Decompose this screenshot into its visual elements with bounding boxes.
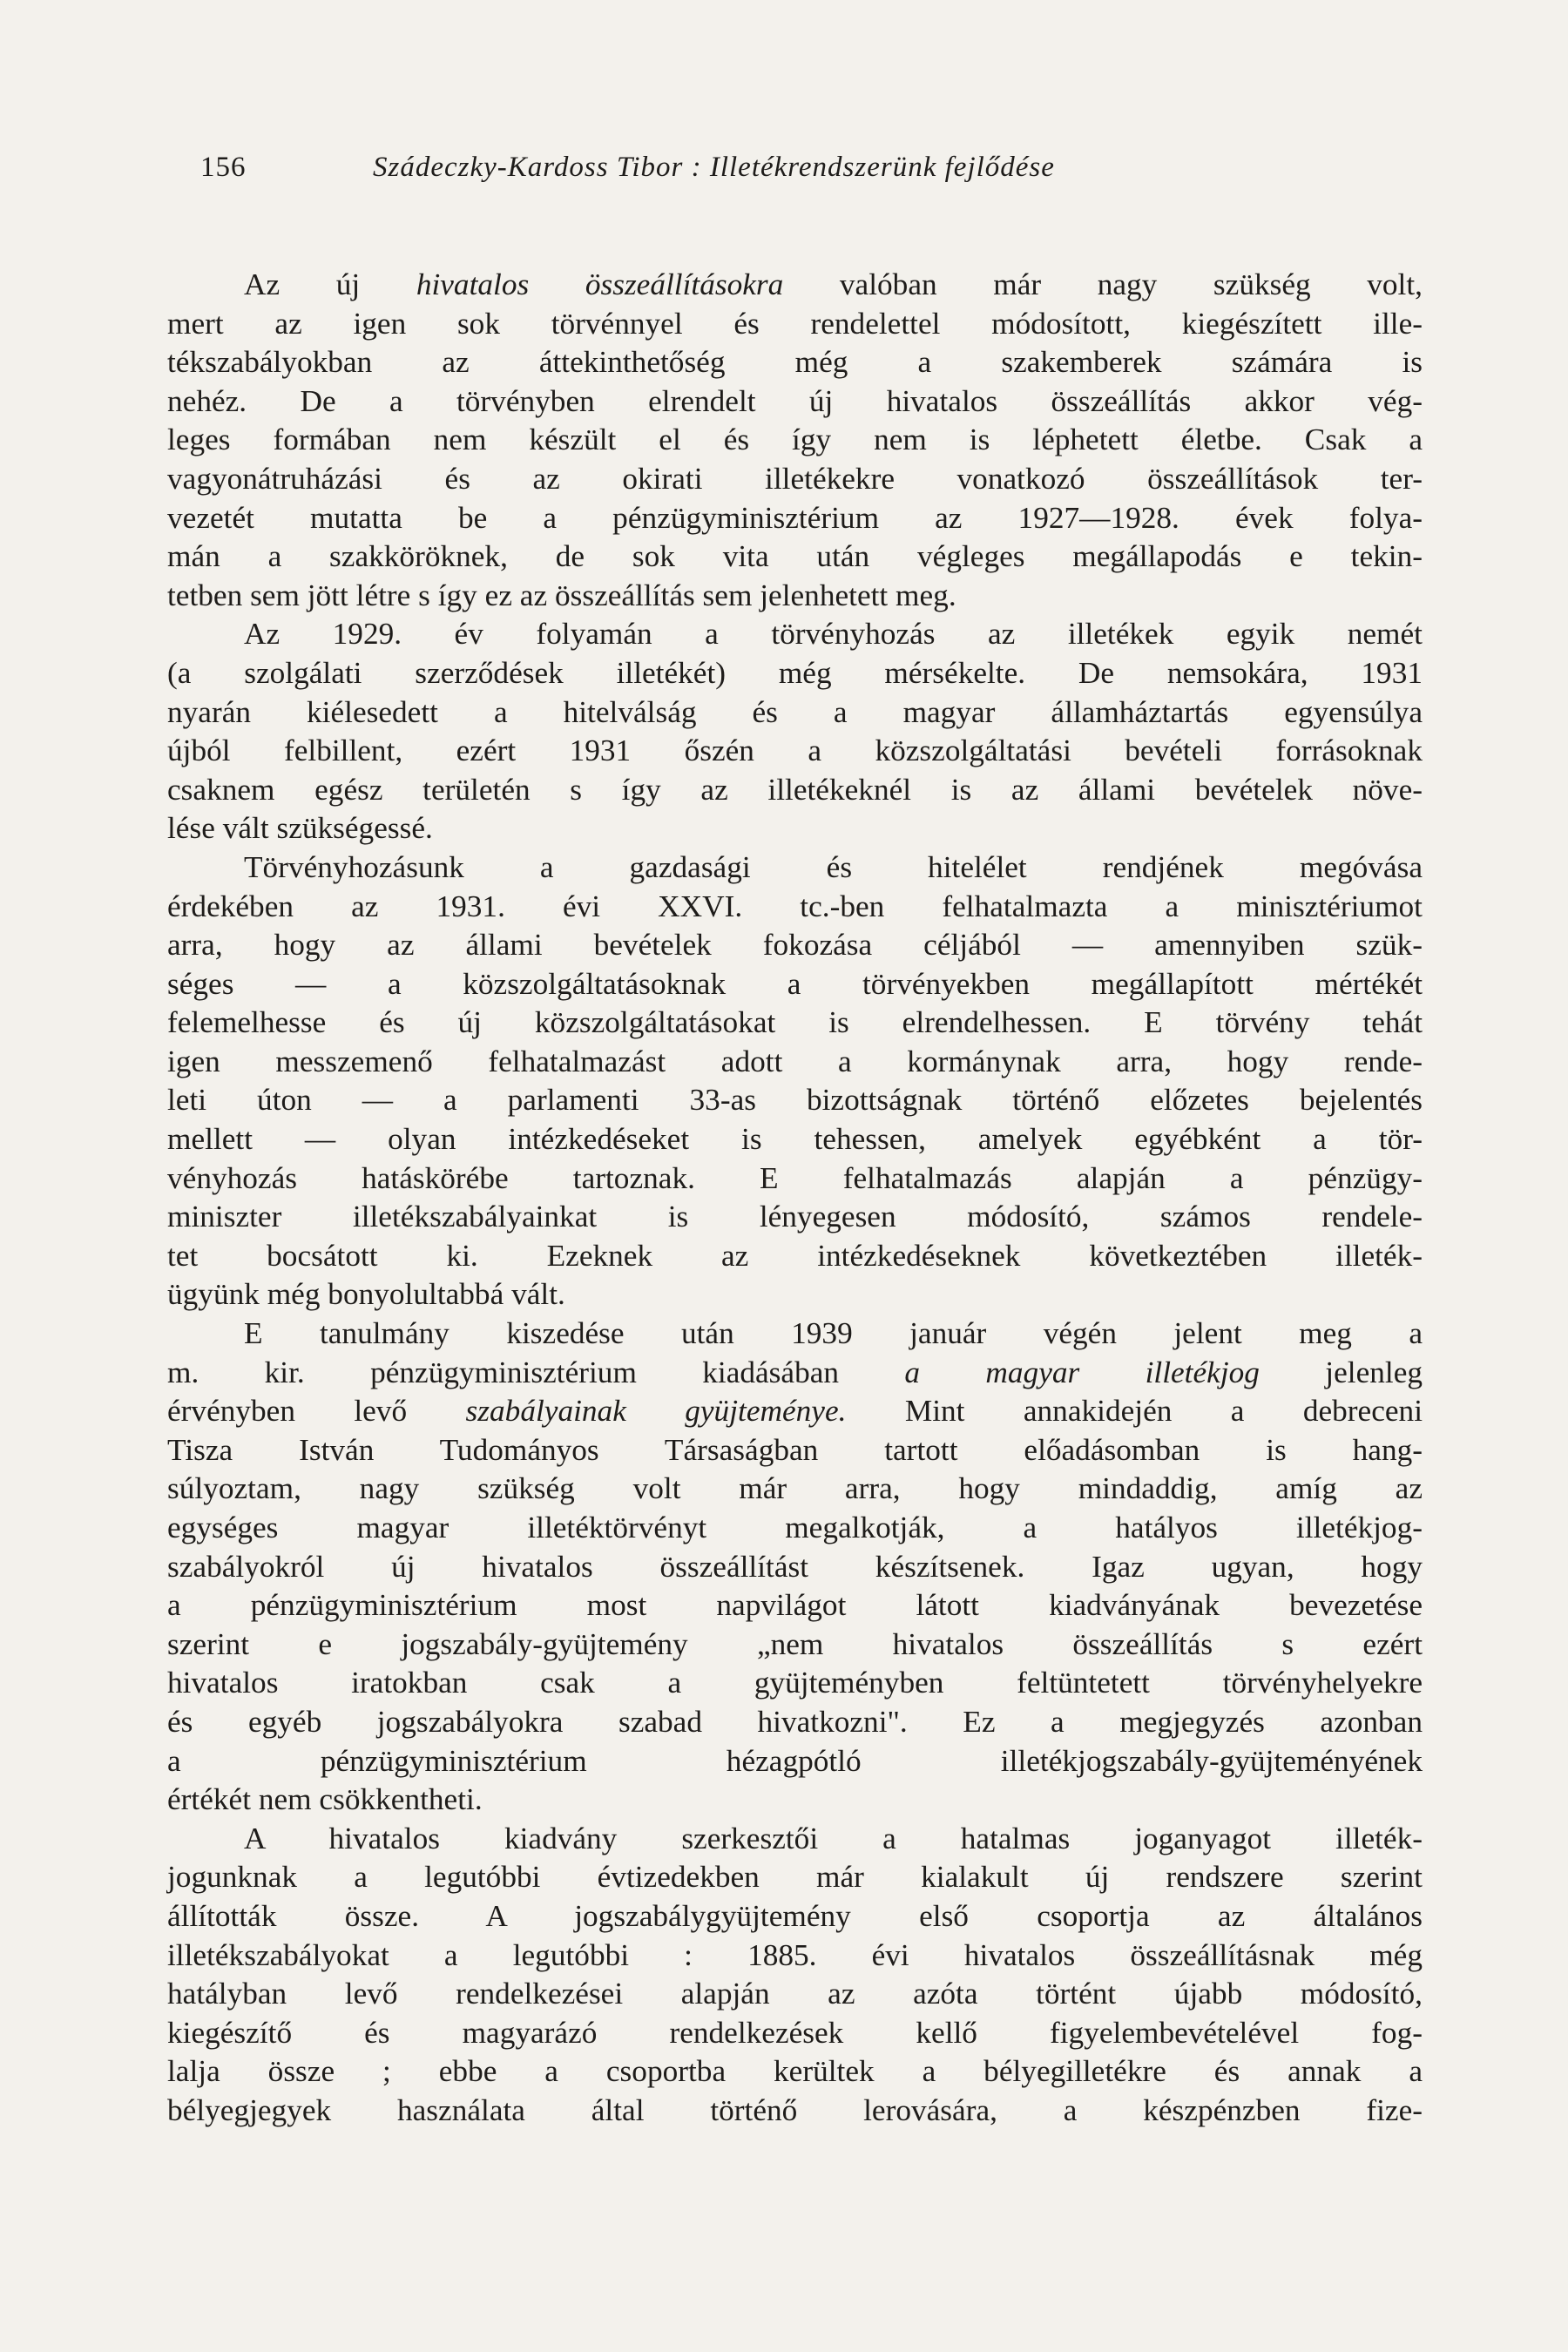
- text-run: szerint e jogszabály-gyüjtemény „nem hivatalos összeállítás s ezért: [167, 1626, 1423, 1661]
- text-line: [167, 1198, 1423, 1237]
- text-run: leges formában nem készült el és így nem is léphetett életbe. Csak a: [167, 422, 1423, 457]
- text-run: A hivatalos kiadvány szerkesztői a hatalmas joganyagot illeték-: [244, 1821, 1423, 1855]
- text-line: [167, 266, 1423, 305]
- text-line: [167, 577, 1423, 616]
- text-run: tet bocsátott ki. Ezeknek az intézkedéseknek következtében illeték-: [167, 1238, 1423, 1273]
- text-line: [167, 926, 1423, 965]
- text-run: súlyoztam, nagy szükség volt már arra, hogy mindaddig, amíg az: [167, 1471, 1423, 1506]
- text-run: a pénzügyminisztérium hézagpótló illetékjogszabály-gyüjteményének: [167, 1743, 1423, 1778]
- text-run: érdekében az 1931. évi XXVI. tc.-ben felhatalmazta a minisztériumot: [167, 889, 1423, 923]
- text-run: Az új: [244, 267, 416, 301]
- text-line: [167, 1936, 1423, 1976]
- text-line: [167, 1664, 1423, 1703]
- text-run: vezetét mutatta be a pénzügyminisztérium az 1927—1928. évek folya-: [167, 500, 1423, 535]
- text-line: [167, 1509, 1423, 1548]
- text-run: nehéz. De a törvényben elrendelt új hivatalos összeállítás akkor vég-: [167, 383, 1423, 418]
- text-line: [167, 343, 1423, 382]
- text-line: [167, 888, 1423, 927]
- text-run: jogunknak a legutóbbi évtizedekben már kialakult új rendszere szerint: [167, 1860, 1423, 1895]
- text-line: [167, 2052, 1423, 2092]
- text-run: és egyéb jogszabályokra szabad hivatkozni". Ez a megjegyzés azonban: [167, 1704, 1423, 1739]
- text-run: tetben sem jött létre s így ez az összeállítás sem jelenhetett meg.: [167, 578, 956, 612]
- text-run: ügyünk még bonyolultabbá vált.: [167, 1277, 565, 1312]
- text-run: lése vált szükségessé.: [167, 811, 433, 846]
- text-run: E tanulmány kiszedése után 1939 január végén jelent meg a: [244, 1316, 1423, 1351]
- text-line: [167, 771, 1423, 810]
- text-line: [167, 1159, 1423, 1199]
- text-line: [167, 1392, 1423, 1431]
- text-line: [167, 1315, 1423, 1354]
- text-line: [167, 1081, 1423, 1120]
- text-run: hivatalos iratokban csak a gyüjteményben feltüntetett törvényhelyekre: [167, 1666, 1423, 1700]
- page-number: 156: [200, 152, 247, 183]
- text-run: tékszabályokban az áttekinthetőség még a szakemberek számára is: [167, 345, 1423, 380]
- text-line: [167, 2092, 1423, 2131]
- italic-phrase: szabályainak gyüjteménye.: [465, 1394, 847, 1429]
- text-line: [167, 1275, 1423, 1315]
- text-run: illetékszabályokat a legutóbbi : 1885. évi hivatalos összeállításnak még: [167, 1937, 1423, 1972]
- text-run: mert az igen sok törvénnyel és rendelettel módosított, kiegészített ille-: [167, 306, 1423, 341]
- text-run: nyarán kiélesedett a hitelválság és a magyar államháztartás egyensúlya: [167, 694, 1423, 729]
- text-line: [167, 1975, 1423, 2014]
- text-line: [167, 848, 1423, 888]
- text-run: Tisza István Tudományos Társaságban tartott előadásomban is hang-: [167, 1432, 1423, 1467]
- text-line: [167, 1586, 1423, 1625]
- text-run: arra, hogy az állami bevételek fokozása céljából — amennyiben szük-: [167, 928, 1423, 963]
- text-run: igen messzemenő felhatalmazást adott a kormánynak arra, hogy rende-: [167, 1044, 1423, 1078]
- body-text: [167, 266, 1423, 2131]
- text-line: [167, 1120, 1423, 1159]
- text-run: Törvényhozásunk a gazdasági és hitelélet rendjének megóvása: [244, 849, 1423, 884]
- text-run: csaknem egész területén s így az illetékeknél is az állami bevételek növe-: [167, 772, 1423, 807]
- text-run: hatályban levő rendelkezései alapján az azóta történt újabb módosító,: [167, 1977, 1423, 2011]
- text-run: Mint annakidején a debreceni: [846, 1394, 1423, 1429]
- text-line: [167, 382, 1423, 422]
- text-line: [167, 1354, 1423, 1393]
- text-run: jelenleg: [1259, 1355, 1423, 1389]
- text-line: [167, 1858, 1423, 1897]
- text-run: a pénzügyminisztérium most napvilágot látott kiadványának bevezetése: [167, 1588, 1423, 1623]
- text-run: kiegészítő és magyarázó rendelkezések kellő figyelembevételével fog-: [167, 2015, 1423, 2050]
- text-run: felemelhesse és új közszolgáltatásokat is elrendelhessen. E törvény tehát: [167, 1005, 1423, 1040]
- text-run: (a szolgálati szerződések illetékét) még mérsékelte. De nemsokára, 1931: [167, 655, 1423, 690]
- text-line: [167, 1237, 1423, 1276]
- text-line: [167, 1548, 1423, 1587]
- text-line: [167, 1781, 1423, 1820]
- text-line: [167, 615, 1423, 654]
- text-run: mellett — olyan intézkedéseket is tehessen, amelyek egyébként a tör-: [167, 1122, 1423, 1157]
- text-run: bélyegjegyek használata által történő lerovására, a készpénzben fize-: [167, 2092, 1423, 2127]
- page-header: [200, 148, 1411, 186]
- text-line: [167, 499, 1423, 538]
- text-line: [167, 421, 1423, 460]
- text-line: [167, 1470, 1423, 1509]
- text-line: [167, 965, 1423, 1004]
- text-line: [167, 1742, 1423, 1781]
- text-line: [167, 537, 1423, 577]
- italic-phrase: hivatalos összeállításokra: [416, 267, 784, 301]
- text-line: [167, 1625, 1423, 1665]
- running-title: Szádeczky-Kardoss Tibor : Illetékrendszerünk fejlődése: [373, 152, 1055, 183]
- text-line: [167, 1043, 1423, 1082]
- text-run: Az 1929. év folyamán a törvényhozás az illetékek egyik nemét: [244, 617, 1423, 652]
- text-line: [167, 2014, 1423, 2053]
- text-run: vényhozás hatáskörébe tartoznak. E felhatalmazás alapján a pénzügy-: [167, 1160, 1423, 1195]
- text-line: [167, 1431, 1423, 1470]
- text-run: lalja össze ; ebbe a csoportba kerültek a bélyegilletékre és annak a: [167, 2054, 1423, 2089]
- text-line: [167, 1703, 1423, 1742]
- text-run: mán a szakköröknek, de sok vita után végleges megállapodás e tekin-: [167, 539, 1423, 574]
- text-run: érvényben levő: [167, 1394, 466, 1429]
- italic-phrase: a magyar illetékjog: [904, 1355, 1260, 1389]
- text-line: [167, 693, 1423, 733]
- text-line: [167, 809, 1423, 848]
- text-run: állították össze. A jogszabálygyüjtemény első csoportja az általános: [167, 1898, 1423, 1933]
- text-run: leti úton — a parlamenti 33-as bizottságnak történő előzetes bejelentés: [167, 1083, 1423, 1118]
- text-run: újból felbillent, ezért 1931 őszén a közszolgáltatási bevételi forrásoknak: [167, 733, 1423, 768]
- text-run: m. kir. pénzügyminisztérium kiadásában: [167, 1355, 905, 1389]
- text-run: miniszter illetékszabályainkat is lényegesen módosító, számos rendele-: [167, 1200, 1423, 1234]
- text-run: értékét nem csökkentheti.: [167, 1782, 483, 1817]
- text-line: [167, 1897, 1423, 1936]
- text-line: [167, 654, 1423, 693]
- text-line: [167, 460, 1423, 499]
- text-run: valóban már nagy szükség volt,: [783, 267, 1423, 301]
- text-line: [167, 1004, 1423, 1043]
- text-line: [167, 305, 1423, 344]
- text-line: [167, 1820, 1423, 1859]
- text-run: egységes magyar illetéktörvényt megalkotják, a hatályos illetékjog-: [167, 1511, 1423, 1544]
- text-line: [167, 732, 1423, 771]
- text-run: szabályokról új hivatalos összeállítást készítsenek. Igaz ugyan, hogy: [167, 1549, 1423, 1584]
- text-run: séges — a közszolgáltatásoknak a törvényekben megállapított mértékét: [167, 966, 1423, 1001]
- text-run: vagyonátruházási és az okirati illetékekre vonatkozó összeállítások ter-: [167, 461, 1423, 496]
